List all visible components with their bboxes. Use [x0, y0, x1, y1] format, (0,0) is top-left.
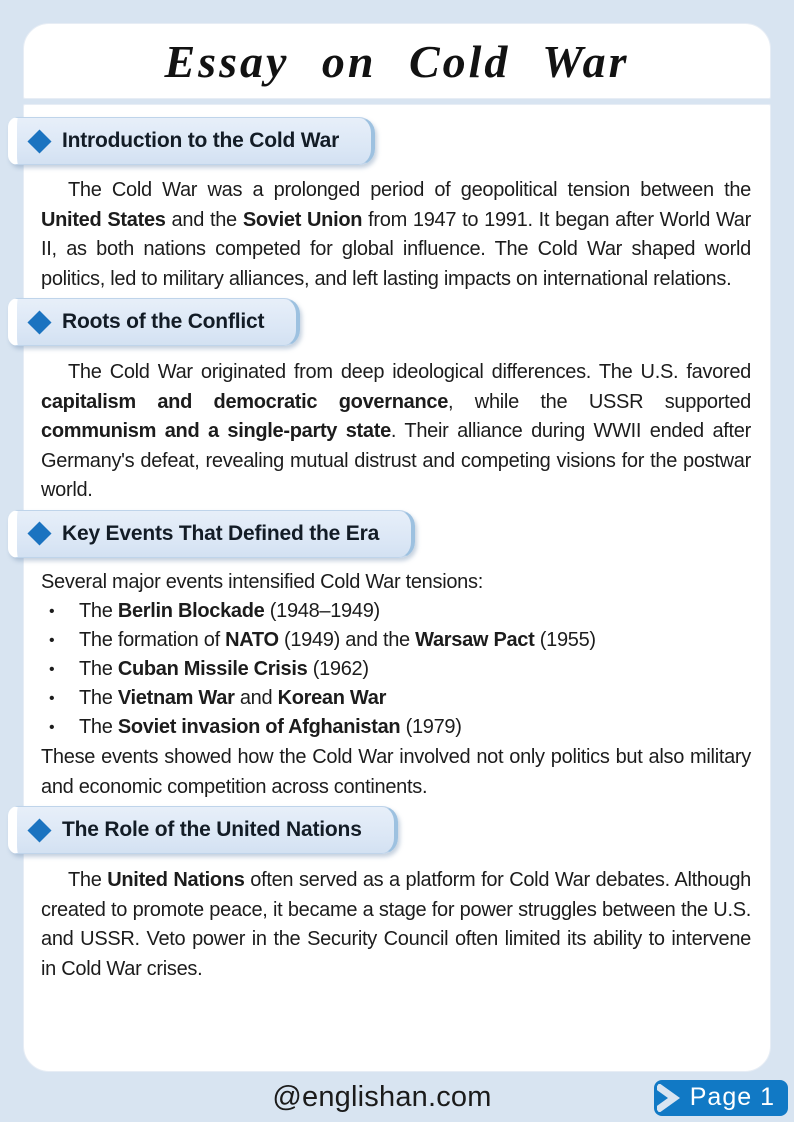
- events-outro: These events showed how the Cold War involved not only politics but also military and economic competition across continents.: [41, 746, 751, 798]
- list-item: • The Soviet invasion of Afghanistan (1979): [41, 713, 751, 742]
- section-key-events: [41, 506, 751, 803]
- paragraph: The Cold War originated from deep ideological differences. The U.S. favored capitalism and democratic governance, while the USSR supported communism and a single-party state. Their alliance during WWII ended after Germany's defeat, revealing mutual distrust and competing visions for the postwar world.: [41, 361, 751, 501]
- diamond-icon: [27, 129, 51, 153]
- section-heading: Roots of the Conflict: [62, 310, 265, 333]
- section-heading: Introduction to the Cold War: [62, 129, 340, 152]
- events-lead: Several major events intensified Cold War tensions:: [41, 570, 483, 593]
- bullet-icon: •: [49, 661, 55, 678]
- list-item: • The formation of NATO (1949) and the Warsaw Pact (1955): [41, 626, 751, 655]
- bullet-icon: •: [49, 632, 55, 649]
- diamond-icon: [27, 818, 51, 842]
- bullet-icon: •: [49, 690, 55, 707]
- section-heading-pill: [8, 510, 415, 558]
- list-item: • The Vietnam War and Korean War: [41, 684, 751, 713]
- site-handle: @englishan.com: [272, 1080, 492, 1113]
- events-list: [41, 597, 751, 742]
- footer: [0, 1072, 794, 1122]
- page-title: Essay on Cold War: [164, 35, 630, 87]
- chevron-right-icon: [657, 1084, 685, 1112]
- list-item: • The Berlin Blockade (1948–1949): [41, 597, 751, 626]
- diamond-icon: [27, 521, 51, 545]
- bullet-icon: •: [49, 719, 55, 736]
- page-number-label: Page 1: [689, 1082, 775, 1111]
- section-heading-pill: [8, 117, 375, 165]
- section-introduction: [41, 117, 751, 294]
- section-heading-pill: [8, 806, 398, 854]
- section-heading: The Role of the United Nations: [62, 818, 362, 841]
- bullet-icon: •: [49, 603, 55, 620]
- paragraph: The Cold War was a prolonged period of geopolitical tension between the United States and the Soviet Union from 1947 to 1991. It began after World War II, as both nations competed for global influence. The Cold War shaped world politics, led to military alliances, and left lasting impacts on international relations.: [41, 179, 751, 290]
- list-item: • The Cuban Missile Crisis (1962): [41, 655, 751, 684]
- page-badge: [654, 1080, 788, 1116]
- title-card: [23, 23, 771, 99]
- section-united-nations: [41, 802, 751, 984]
- content-card: [23, 104, 771, 1072]
- diamond-icon: [27, 310, 51, 334]
- paragraph: The United Nations often served as a platform for Cold War debates. Although created to promote peace, it became a stage for power struggles between the U.S. and USSR. Veto power in the Security Council often limited its ability to intervene in Cold War crises.: [41, 869, 751, 980]
- section-heading: Key Events That Defined the Era: [62, 521, 380, 545]
- section-roots: [41, 294, 751, 506]
- section-heading-pill: [8, 298, 300, 346]
